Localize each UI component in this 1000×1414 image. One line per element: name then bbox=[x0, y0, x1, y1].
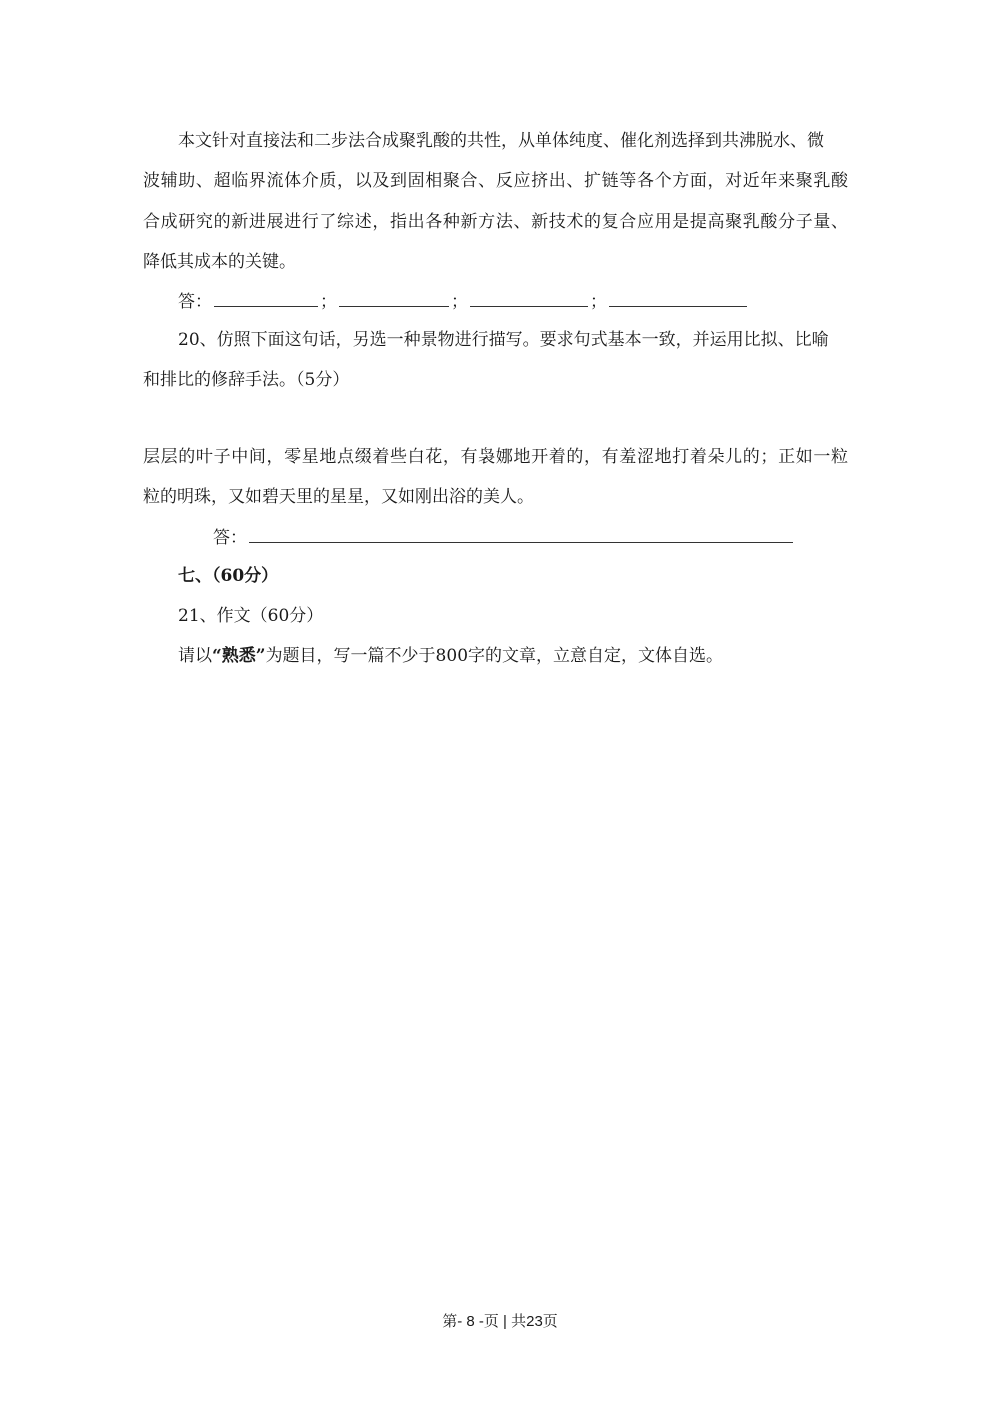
example-line-2: 粒的明珠，又如碧天里的星星，又如刚出浴的美人。 bbox=[143, 487, 534, 507]
answer-20-row bbox=[213, 526, 795, 549]
passage-line-3: 合成研究的新进展进行了综述，指出各种新方法、新技术的复合应用是提高聚乳酸分子量、 bbox=[143, 212, 848, 232]
answer-19-blank-3[interactable] bbox=[470, 290, 588, 307]
example-line-1: 层层的叶子中间，零星地点缀着些白花，有袅娜地开着的，有羞涩地打着朵儿的；正如一粒 bbox=[143, 447, 848, 467]
prompt-post: 为题目，写一篇不少于800字的文章，立意自定，文体自选。 bbox=[265, 646, 724, 666]
question-21-prompt bbox=[178, 645, 723, 667]
question-21-title: 21、作文（60分） bbox=[178, 606, 324, 626]
answer-19-sep-2: ； bbox=[451, 292, 468, 312]
prompt-topic: “熟悉” bbox=[212, 646, 266, 666]
passage-line-2: 波辅助、超临界流体介质，以及到固相聚合、反应挤出、扩链等各个方面，对近年来聚乳酸 bbox=[143, 171, 848, 191]
answer-19-blank-1[interactable] bbox=[214, 290, 318, 307]
prompt-pre: 请以 bbox=[178, 646, 212, 666]
answer-19-label: 答： bbox=[178, 292, 212, 312]
passage-line-1: 本文针对直接法和二步法合成聚乳酸的共性，从单体纯度、催化剂选择到共沸脱水、微 bbox=[178, 131, 824, 151]
section-7-heading: 七、（60分） bbox=[178, 566, 279, 586]
answer-19-blank-4[interactable] bbox=[609, 290, 747, 307]
answer-19-blank-2[interactable] bbox=[339, 290, 449, 307]
answer-20-blank[interactable] bbox=[249, 526, 793, 543]
answer-19-sep-1: ； bbox=[320, 292, 337, 312]
question-20-line-2: 和排比的修辞手法。（5分） bbox=[143, 370, 350, 390]
question-20-line-1: 20、仿照下面这句话，另选一种景物进行描写。要求句式基本一致，并运用比拟、比喻 bbox=[178, 330, 829, 350]
answer-19-sep-3: ； bbox=[590, 292, 607, 312]
answer-20-label: 答： bbox=[213, 528, 247, 548]
passage-line-4: 降低其成本的关键。 bbox=[143, 252, 296, 272]
page-footer: 第- 8 -页 | 共23页 bbox=[442, 1313, 558, 1330]
answer-19-row bbox=[178, 290, 749, 313]
